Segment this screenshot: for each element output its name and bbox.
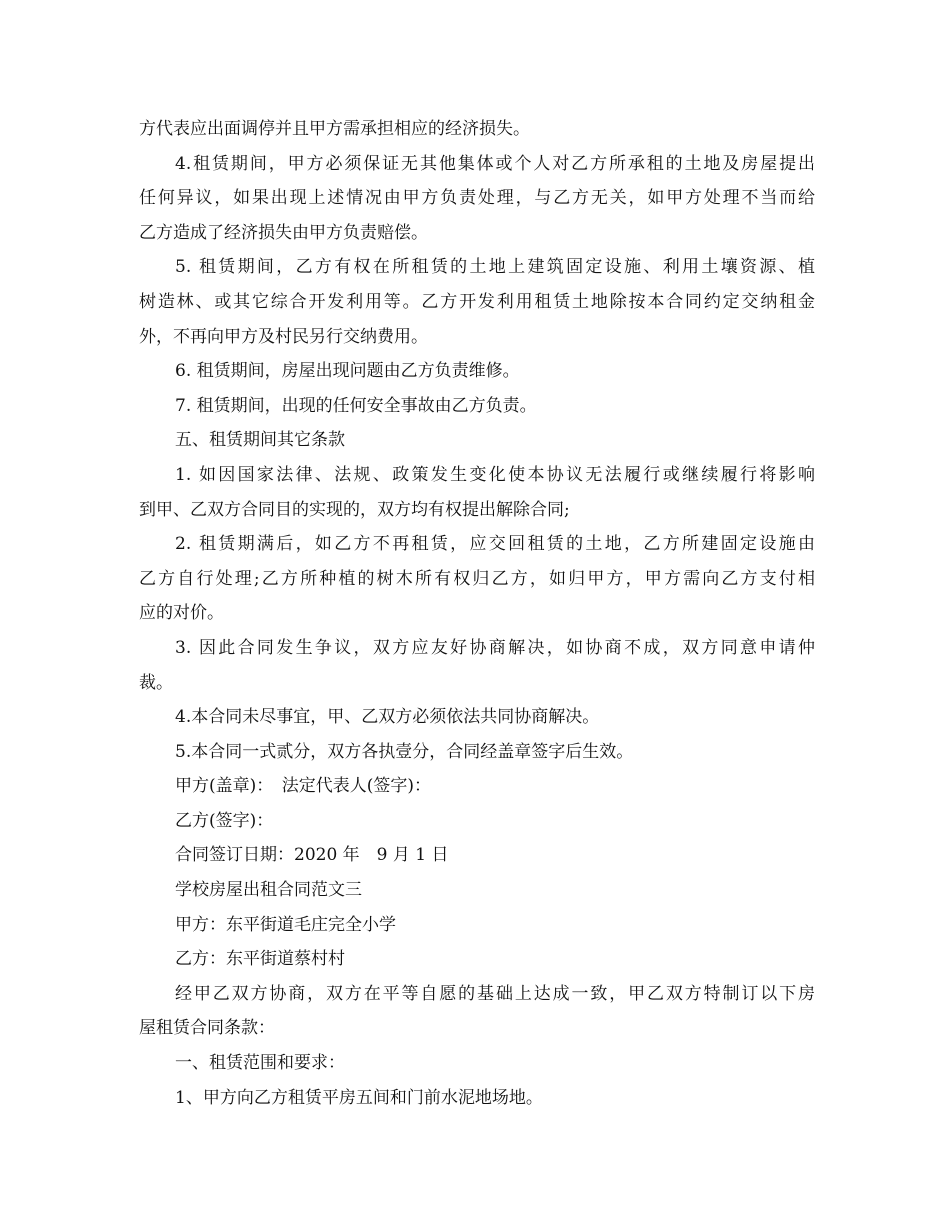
- paragraph-line: 方代表应出面调停并且甲方需承担相应的经济损失。: [139, 119, 530, 139]
- paragraph-line: 任何异议，如果出现上述情况由甲方负责处理，与乙方无关，如甲方处理不当而给: [139, 188, 815, 209]
- paragraph-line: 1、甲方向乙方租赁平房五间和门前水泥地场地。: [175, 1087, 543, 1108]
- party-b: 乙方：东平街道蔡村村: [175, 949, 345, 970]
- paragraph-line: 1. 如因国家法律、法规、政策发生变化使本协议无法履行或继续履行将影响: [175, 464, 815, 485]
- paragraph-line: 6. 租赁期间，房屋出现问题由乙方负责维修。: [175, 361, 520, 382]
- party-a: 甲方：东平街道毛庄完全小学: [175, 914, 396, 935]
- paragraph-line: 4.本合同未尽事宜，甲、乙双方必须依法共同协商解决。: [175, 707, 600, 728]
- paragraph-line: 裁。: [139, 672, 173, 693]
- signing-date: 合同签订日期：2020 年 9 月 1 日: [175, 845, 449, 866]
- paragraph-line: 屋租赁合同条款：: [139, 1018, 275, 1039]
- document-body: [139, 112, 815, 1115]
- paragraph-line: 外，不再向甲方及村民另行交纳费用。: [139, 326, 428, 347]
- section-heading: 一、租赁范围和要求：: [175, 1053, 345, 1074]
- paragraph-line: 乙方自行处理;乙方所种植的树木所有权归乙方，如归甲方，甲方需向乙方支付相: [139, 568, 815, 589]
- paragraph-line: 乙方造成了经济损失由甲方负责赔偿。: [139, 222, 428, 243]
- paragraph-line: 经甲乙双方协商，双方在平等自愿的基础上达成一致，甲乙双方特制订以下房: [175, 983, 815, 1004]
- paragraph-line: 树造林、或其它综合开发利用等。乙方开发利用租赁土地除按本合同约定交纳租金: [139, 291, 815, 312]
- signature-party-b: 乙方(签字)：: [175, 810, 274, 831]
- paragraph-line: 7. 租赁期间，出现的任何安全事故由乙方负责。: [175, 395, 537, 416]
- paragraph-line: 应的对价。: [139, 603, 224, 624]
- paragraph-line: 2. 租赁期满后，如乙方不再租赁，应交回租赁的土地，乙方所建固定设施由: [175, 534, 815, 555]
- contract-title: 学校房屋出租合同范文三: [175, 880, 362, 901]
- paragraph-line: 到甲、乙双方合同目的实现的，双方均有权提出解除合同;: [139, 499, 570, 520]
- paragraph-line: 5.本合同一式贰分，双方各执壹分，合同经盖章签字后生效。: [175, 741, 634, 762]
- paragraph-line: 3. 因此合同发生争议，双方应友好协商解决，如协商不成，双方同意申请仲: [175, 637, 815, 658]
- section-heading: 五、租赁期间其它条款: [175, 430, 345, 451]
- signature-party-a: 甲方(盖章)： 法定代表人(签字)：: [175, 776, 432, 797]
- paragraph-line: 4.租赁期间，甲方必须保证无其他集体或个人对乙方所承租的土地及房屋提出: [175, 153, 815, 174]
- paragraph-line: 5. 租赁期间，乙方有权在所租赁的土地上建筑固定设施、利用土壤资源、植: [175, 257, 815, 278]
